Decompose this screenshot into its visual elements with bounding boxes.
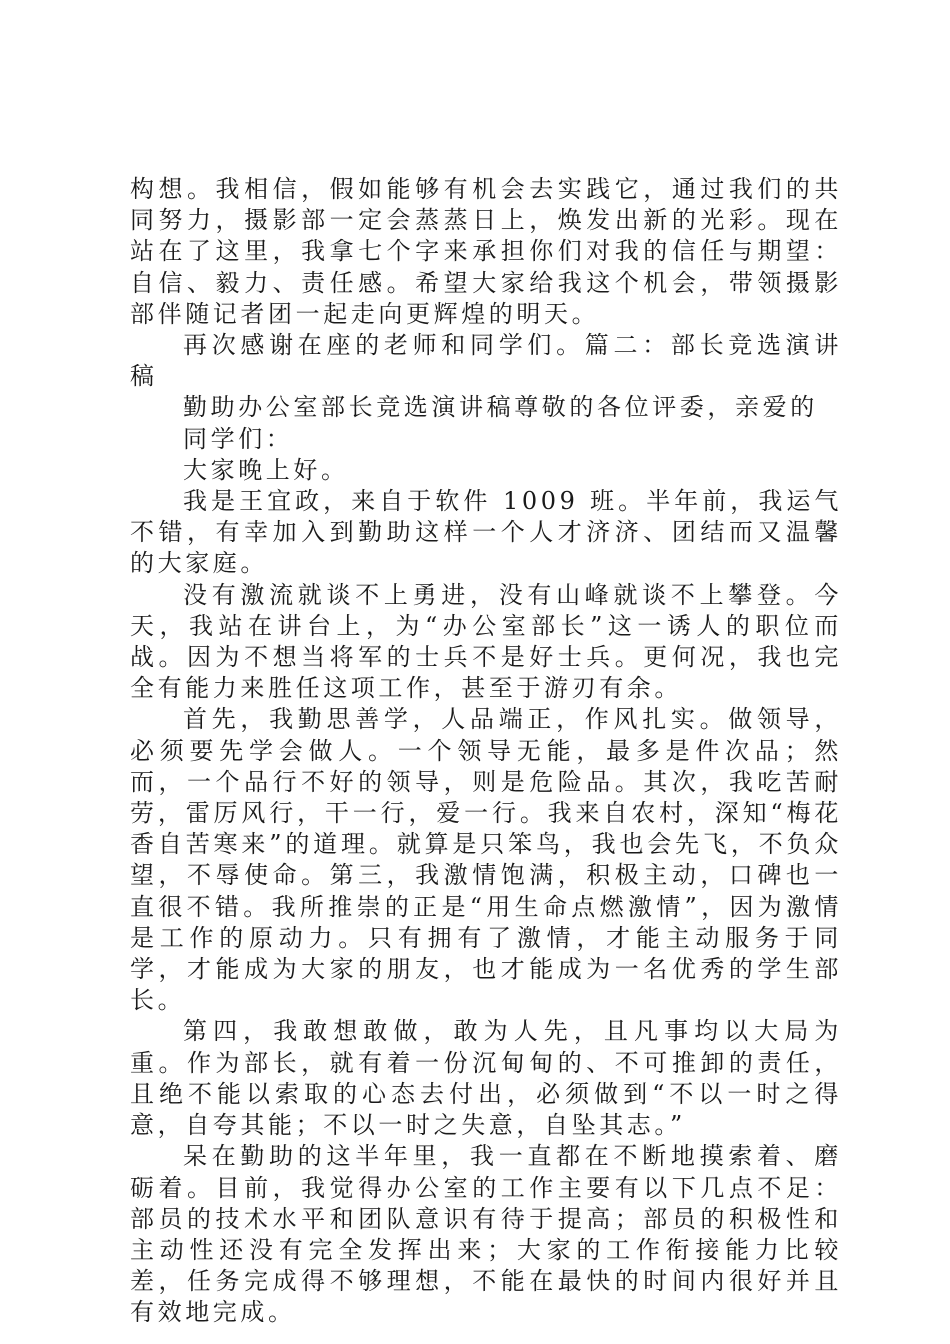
paragraph-thanks: 再次感谢在座的老师和同学们。篇二：部长竞选演讲稿 [130,331,842,391]
paragraph-motivation: 没有激流就谈不上勇进，没有山峰就谈不上攀登。今天，我站在讲台上，为“办公室部长”这一诱人的职位而战。因为不想当将军的士兵不是好士兵。更何况，我也完全有能力来胜任这项工作，甚至于游刃有余。 [130,580,842,703]
document-body [130,174,842,1329]
paragraph-greeting: 大家晚上好。 [183,455,349,484]
paragraph-title: 勤助办公室部长竞选演讲稿尊敬的各位评委，亲爱的 [183,393,818,422]
paragraph-continuation: 构想。我相信，假如能够有机会去实践它，通过我们的共同努力，摄影部一定会蒸蒸日上，焕发出新的光彩。现在站在了这里，我拿七个字来承担你们对我的信任与期望：自信、毅力、责任感。希望大家给我这个机会，带领摄影部伴随记者团一起走向更辉煌的明天。 [130,175,842,328]
paragraph-intro: 我是王宜政，来自于软件 1009 班。半年前，我运气不错，有幸加入到勤助这样一个人才济济、团结而又温馨的大家庭。 [130,487,842,578]
paragraph-salutation: 同学们： [183,424,294,453]
paragraph-qualities: 首先，我勤思善学，人品端正，作风扎实。做领导，必须要先学会做人。一个领导无能，最多是件次品；然而，一个品行不好的领导，则是危险品。其次，我吃苦耐劳，雷厉风行，干一行，爱一行。我来自农村，深知“梅花香自苦寒来”的道理。就算是只笨鸟，我也会先飞，不负众望，不辱使命。第三，我激情饱满，积极主动，口碑也一直很不错。我所推崇的正是“用生命点燃激情”，因为激情是工作的原动力。只有拥有了激情，才能主动服务于同学，才能成为大家的朋友，也才能成为一名优秀的学生部长。 [130,705,842,1015]
paragraph-fourth-point: 第四，我敢想敢做，敢为人先，且凡事均以大局为重。作为部长，就有着一份沉甸甸的、不可推卸的责任，且绝不能以索取的心态去付出，必须做到“不以一时之得意，自夸其能；不以一时之失意，自坠其志。” [130,1017,842,1140]
paragraph-shortcomings: 呆在勤助的这半年里，我一直都在不断地摸索着、磨砺着。目前，我觉得办公室的工作主要有以下几点不足：部员的技术水平和团队意识有待于提高；部员的积极性和主动性还没有完全发挥出来；大家的工作衔接能力比较差，任务完成得不够理想，不能在最快的时间内很好并且有效地完成。 [130,1142,842,1327]
